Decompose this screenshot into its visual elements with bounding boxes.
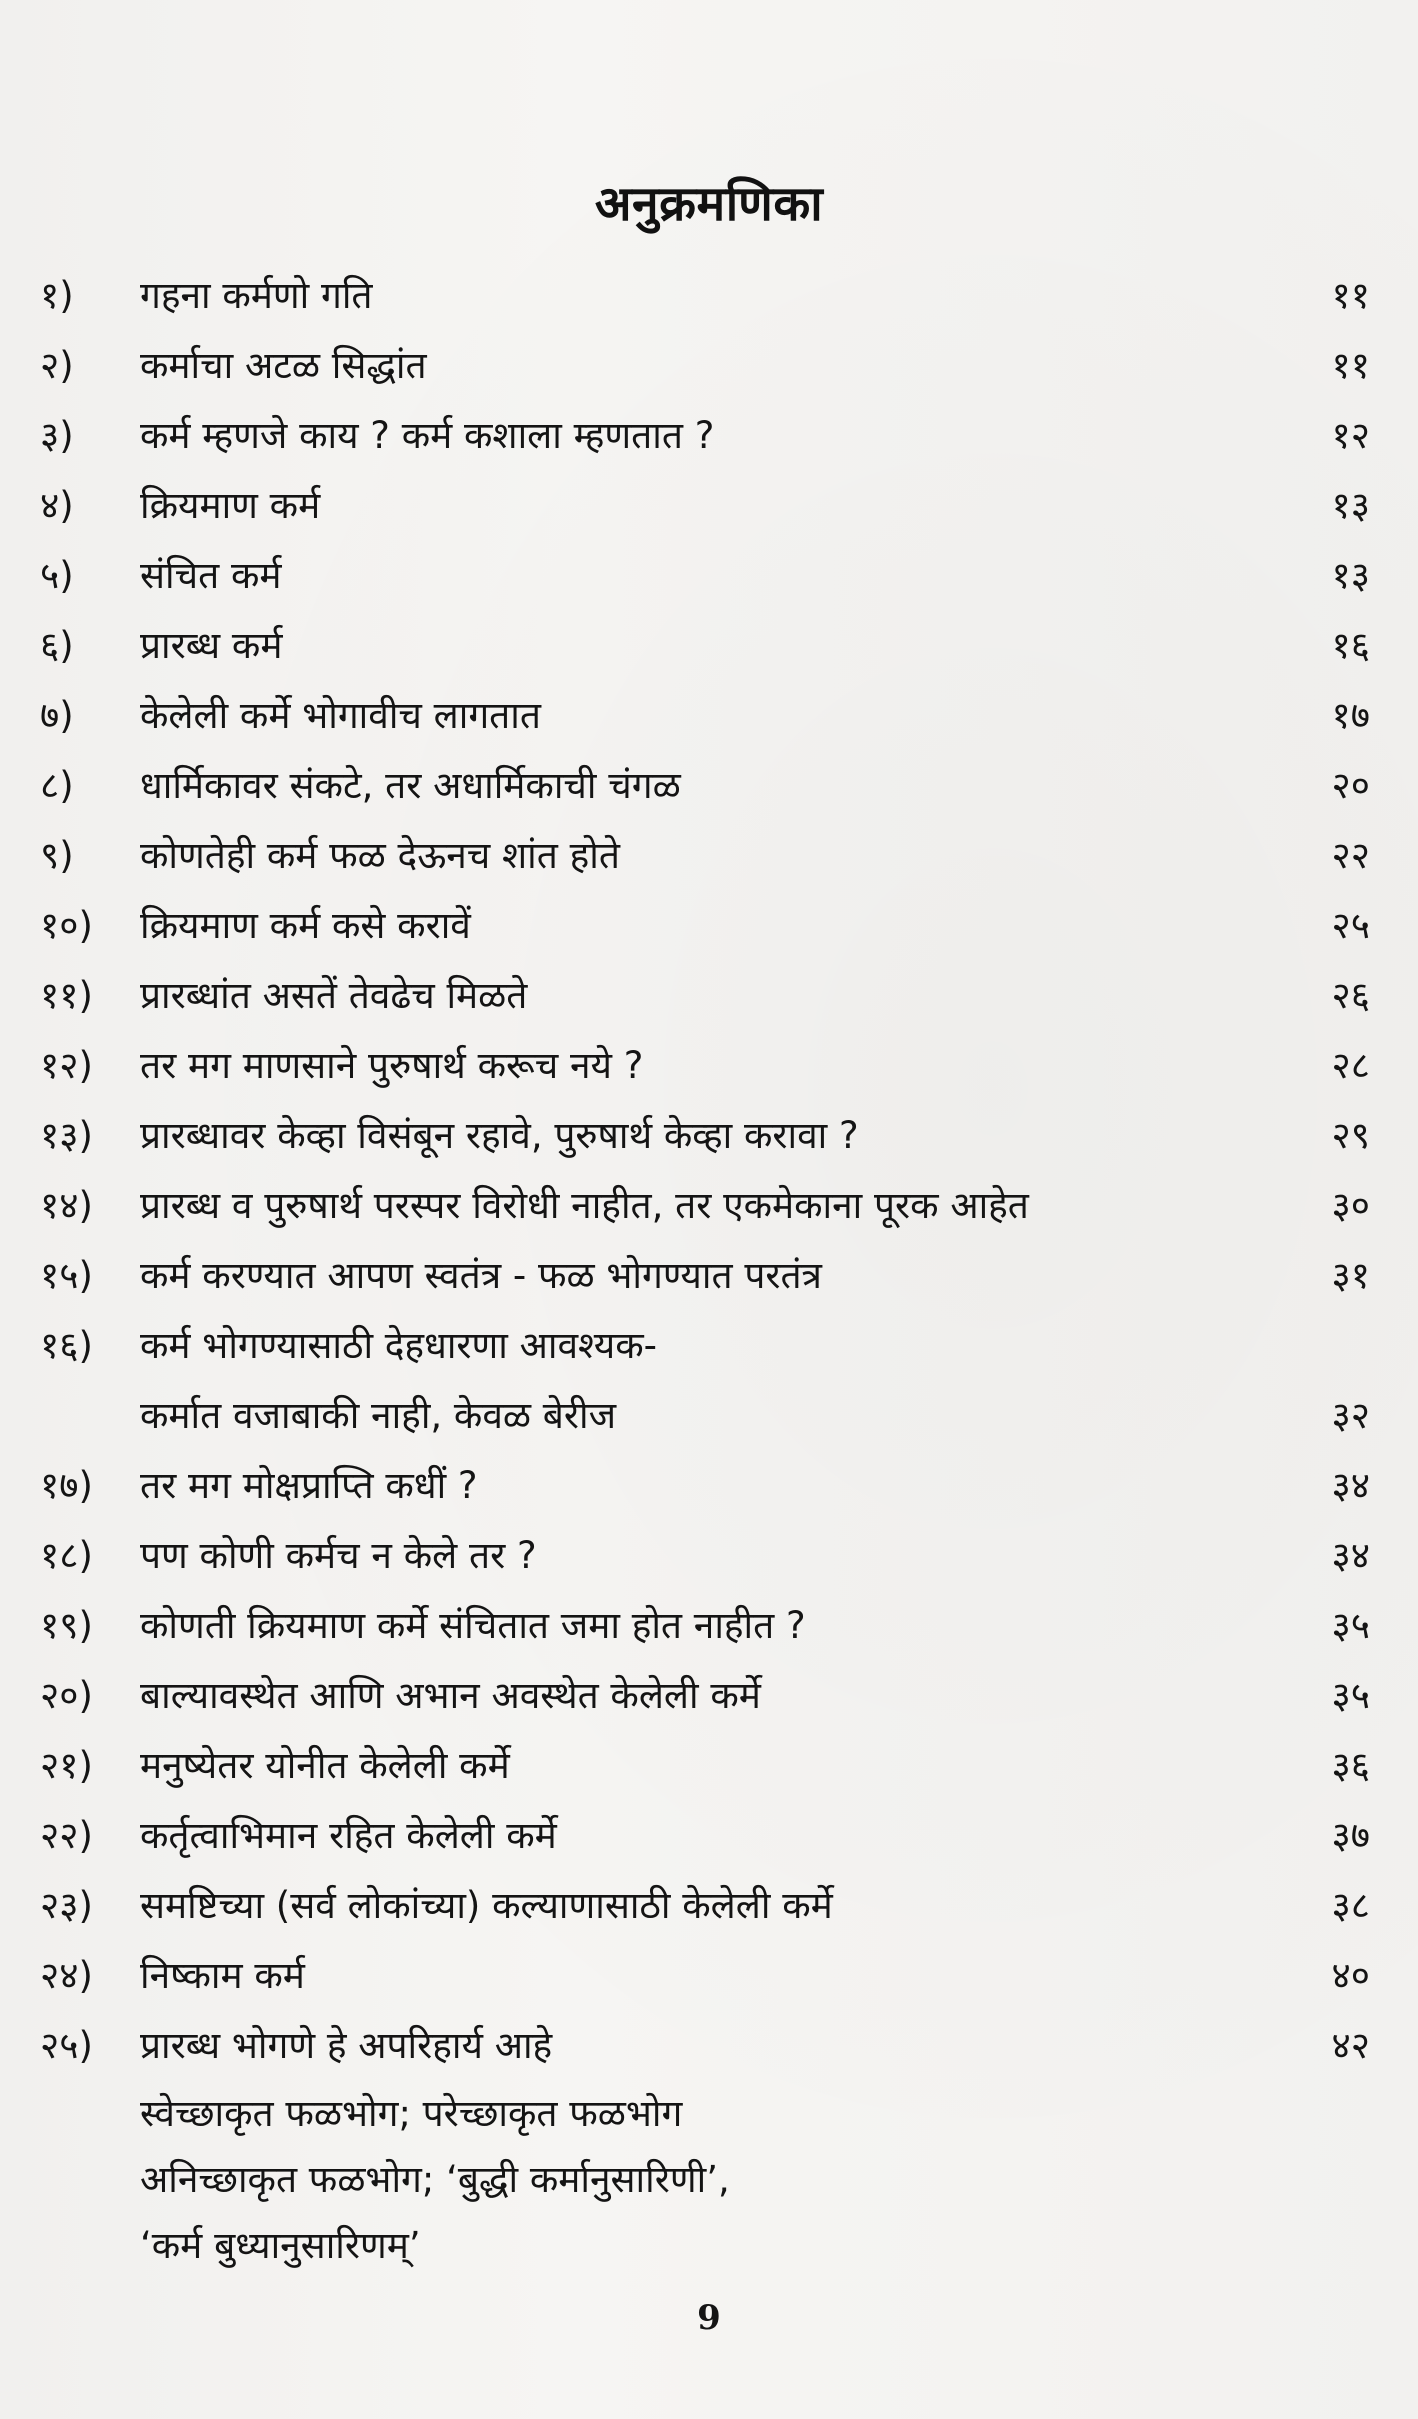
toc-row	[0, 538, 1418, 608]
toc-row	[0, 818, 1418, 888]
toc-page: २२	[1331, 834, 1370, 877]
toc-page: १६	[1331, 624, 1370, 667]
toc-page: ३६	[1331, 1744, 1370, 1787]
toc-title: प्रारब्धांत असतें तेवढेच मिळते	[140, 974, 528, 1017]
toc-row	[0, 1728, 1418, 1798]
toc-page: ३०	[1331, 1184, 1370, 1227]
toc-subline	[0, 2078, 1418, 2144]
toc-row	[0, 1518, 1418, 1588]
toc-subline	[0, 2210, 1418, 2276]
toc-row	[0, 1308, 1418, 1378]
toc-page: ११	[1331, 344, 1370, 387]
toc-page: १३	[1331, 484, 1370, 527]
toc-number: १८)	[40, 1534, 93, 1577]
toc-page: ३४	[1331, 1534, 1370, 1577]
toc-number: २१)	[40, 1744, 93, 1787]
toc-subline-text: अनिच्छाकृत फळभोग; ‘बुद्धी कर्मानुसारिणी’,	[140, 2158, 730, 2201]
toc-row	[0, 1448, 1418, 1518]
toc-page: ३५	[1331, 1674, 1370, 1717]
toc-number: १५)	[40, 1254, 93, 1297]
toc-number: १४)	[40, 1184, 93, 1227]
toc-row	[0, 748, 1418, 818]
toc-page: १७	[1331, 694, 1370, 737]
toc-title: कर्म म्हणजे काय ? कर्म कशाला म्हणतात ?	[140, 414, 715, 457]
toc-title: समष्टिच्या (सर्व लोकांच्या) कल्याणासाठी केलेली कर्मे	[140, 1884, 833, 1927]
toc-number: ६)	[40, 624, 74, 667]
toc-row-continuation	[0, 1378, 1418, 1448]
toc-title: प्रारब्ध व पुरुषार्थ परस्पर विरोधी नाहीत, तर एकमेकाना पूरक आहेत	[140, 1184, 1029, 1227]
toc-row	[0, 1098, 1418, 1168]
toc-number: १६)	[40, 1324, 93, 1367]
toc-row	[0, 888, 1418, 958]
toc-title: मनुष्येतर योनीत केलेली कर्मे	[140, 1744, 510, 1787]
toc-number: ८)	[40, 764, 74, 807]
toc-title: तर मग मोक्षप्राप्ति कधीं ?	[140, 1464, 478, 1507]
toc-row	[0, 1658, 1418, 1728]
toc-row	[0, 1588, 1418, 1658]
toc-title: कर्तृत्वाभिमान रहित केलेली कर्मे	[140, 1814, 557, 1857]
toc-subline-text: स्वेच्छाकृत फळभोग; परेच्छाकृत फळभोग	[140, 2092, 683, 2135]
toc-page: २९	[1331, 1114, 1370, 1157]
toc-number: १७)	[40, 1464, 93, 1507]
toc-page: ३८	[1331, 1884, 1370, 1927]
toc-number: २२)	[40, 1814, 93, 1857]
toc-row	[0, 1868, 1418, 1938]
toc-page: २८	[1331, 1044, 1370, 1087]
toc-row	[0, 398, 1418, 468]
toc-number: ९)	[40, 834, 74, 877]
toc-title: संचित कर्म	[140, 554, 282, 597]
toc-row	[0, 1028, 1418, 1098]
toc-page: ३१	[1331, 1254, 1370, 1297]
toc-title: कर्म भोगण्यासाठी देहधारणा आवश्यक-	[140, 1324, 657, 1367]
toc-subline-text: ‘कर्म बुध्यानुसारिणम्’	[140, 2224, 421, 2267]
toc-title: गहना कर्मणो गति	[140, 274, 373, 317]
toc-row	[0, 1798, 1418, 1868]
toc-page: ३२	[1331, 1394, 1370, 1437]
toc-number: ४)	[40, 484, 74, 527]
toc-page: २५	[1331, 904, 1370, 947]
toc-title: कर्मात वजाबाकी नाही, केवळ बेरीज	[140, 1394, 617, 1437]
toc-page: ११	[1331, 274, 1370, 317]
toc-page: ३५	[1331, 1604, 1370, 1647]
toc-row	[0, 1168, 1418, 1238]
toc-title: कर्माचा अटळ सिद्धांत	[140, 344, 427, 387]
toc-page: १२	[1331, 414, 1370, 457]
toc-page: १३	[1331, 554, 1370, 597]
toc-title: क्रियमाण कर्म कसे करावें	[140, 904, 471, 947]
toc-title: प्रारब्ध भोगणे हे अपरिहार्य आहे	[140, 2024, 553, 2067]
toc-title: कर्म करण्यात आपण स्वतंत्र - फळ भोगण्यात परतंत्र	[140, 1254, 822, 1297]
toc-number: २)	[40, 344, 74, 387]
toc-page: २०	[1331, 764, 1370, 807]
toc-row	[0, 678, 1418, 748]
toc-number: १०)	[40, 904, 93, 947]
toc-title: कोणती क्रियमाण कर्मे संचितात जमा होत नाहीत ?	[140, 1604, 806, 1647]
toc-row	[0, 1938, 1418, 2008]
toc-title: बाल्यावस्थेत आणि अभान अवस्थेत केलेली कर्मे	[140, 1674, 761, 1717]
toc-page: ४०	[1331, 1954, 1370, 1997]
table-of-contents	[0, 258, 1418, 2276]
toc-subline	[0, 2144, 1418, 2210]
toc-title: निष्काम कर्म	[140, 1954, 305, 1997]
toc-page: ४२	[1331, 2024, 1370, 2067]
toc-page: ३७	[1331, 1814, 1370, 1857]
toc-number: २३)	[40, 1884, 93, 1927]
toc-number: १३)	[40, 1114, 93, 1157]
toc-number: २०)	[40, 1674, 93, 1717]
toc-title: कोणतेही कर्म फळ देऊनच शांत होते	[140, 834, 620, 877]
toc-title: क्रियमाण कर्म	[140, 484, 321, 527]
toc-row	[0, 958, 1418, 1028]
toc-title: केलेली कर्मे भोगावीच लागतात	[140, 694, 541, 737]
toc-title: पण कोणी कर्मच न केले तर ?	[140, 1534, 537, 1577]
toc-title: तर मग माणसाने पुरुषार्थ करूच नये ?	[140, 1044, 644, 1087]
toc-title: प्रारब्ध कर्म	[140, 624, 283, 667]
toc-page: ३४	[1331, 1464, 1370, 1507]
toc-number: १२)	[40, 1044, 93, 1087]
toc-title: प्रारब्धावर केव्हा विसंबून रहावे, पुरुषार्थ केव्हा करावा ?	[140, 1114, 859, 1157]
page-number: 9	[697, 2298, 721, 2338]
toc-number: २४)	[40, 1954, 93, 1997]
page-title: अनुक्रमणिका	[594, 176, 824, 232]
toc-row	[0, 2008, 1418, 2078]
toc-number: १)	[40, 274, 74, 317]
toc-number: १९)	[40, 1604, 93, 1647]
toc-row	[0, 608, 1418, 678]
toc-number: ३)	[40, 414, 74, 457]
toc-row	[0, 1238, 1418, 1308]
toc-number: २५)	[40, 2024, 93, 2067]
toc-page: २६	[1331, 974, 1370, 1017]
toc-row	[0, 258, 1418, 328]
toc-number: ७)	[40, 694, 74, 737]
toc-row	[0, 468, 1418, 538]
toc-title: धार्मिकावर संकटे, तर अधार्मिकाची चंगळ	[140, 764, 681, 807]
toc-number: ११)	[40, 974, 93, 1017]
toc-number: ५)	[40, 554, 74, 597]
toc-row	[0, 328, 1418, 398]
